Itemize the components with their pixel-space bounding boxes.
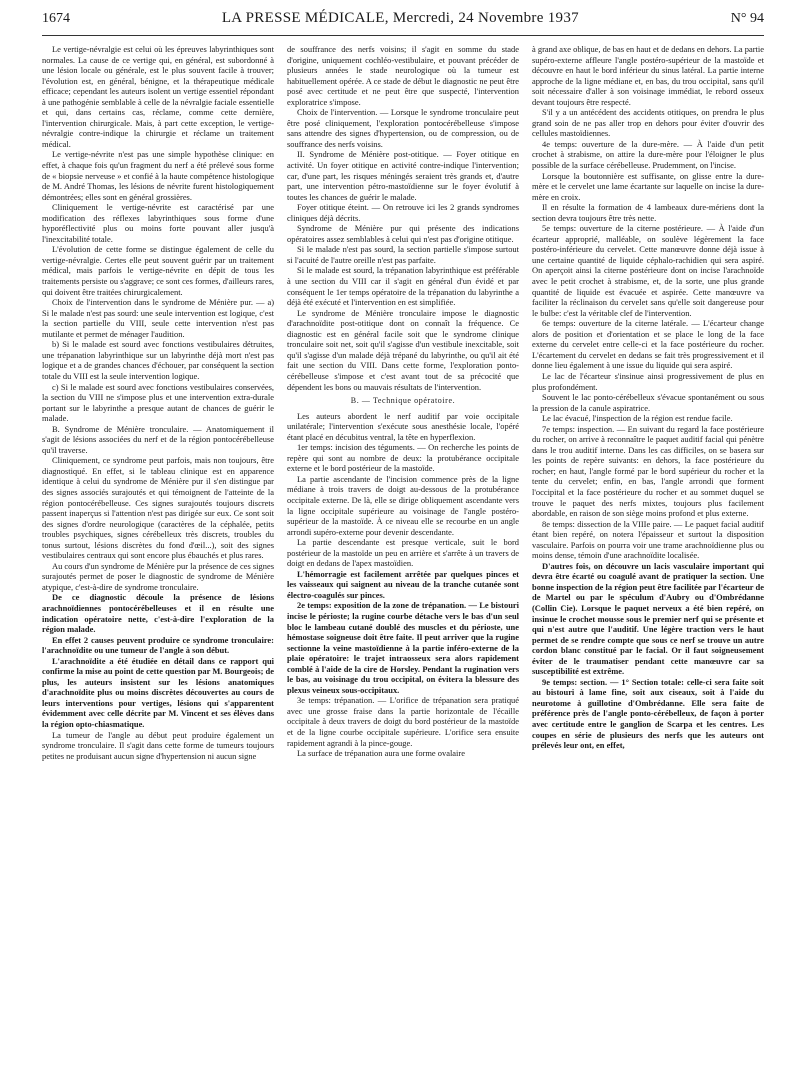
- paragraph: Le lac évacué, l'inspection de la région est rendue facile.: [542, 413, 733, 424]
- article-body: [42, 44, 764, 1074]
- paragraph: En effet 2 causes peuvent produire ce syndrome tronculaire: l'arachnoïdite ou une tumeur de l'angle à son début.: [42, 634, 274, 656]
- paragraph: La tumeur de l'angle au début peut produire également un syndrome tronculaire. Il s'agit dans cette forme de tumeurs toujours petites ne produisant aucun signe d'hypertension ni aucun signe: [42, 729, 274, 761]
- paragraph: Cliniquement le vertige-névrite est caractérisé par une modification des réflexes labyrinthiques sous forme d'une hyporéflectivité plus ou moins forte pouvant aller jusqu'à l'inexcitabilité totale.: [42, 202, 274, 244]
- paragraph: Si le malade est sourd, la trépanation labyrinthique est préférable à une section du VIII car il s'agit en général d'un évidé et par conséquent le 1er temps opératoire de la trépanation du labyrinthe a déjà été exécuté et l'intervention en est simplifiée.: [287, 265, 519, 308]
- issue-number: N° 94: [730, 11, 764, 26]
- paragraph: 9e temps: section. — 1° Section totale: celle-ci sera faite soit au bistouri à lame fine, soit aux ciseaux, soit à l'aide du neurotome à guillotine d'Ombrédanne. Elle sera faite de préférence près de l'angle ponto-cérébelleux, de façon à porter avec certitude entre le ganglion de Scarpa et les centres. Les coupes en série de plusieurs des nerfs que les auteurs ont prélevés leur ont, en effet,: [532, 676, 764, 751]
- paragraph: La partie ascendante de l'incision commence près de la ligne médiane à trois travers de doigt au-dessous de la protubérance occipitale externe. De là, elle se dirige obliquement ascendante vers la ligne occipitale supérieure au voisinage de l'angle postéro-supérieur de la mastoïde. À ce niveau elle se recourbe en un angle arrondi supéro-externe pour devenir descendante.: [287, 473, 519, 537]
- paragraph: De ce diagnostic découle la présence de lésions arachnoïdiennes pontocérébelleuses et il en résulte une indication opératoire nette, c'est-à-dire l'exploration de la région malade.: [42, 592, 274, 635]
- column-middle: [287, 44, 519, 1074]
- paragraph: 6e temps: ouverture de la citerne latérale. — L'écarteur change alors de position et d'orientation et se place le long de la face externe du cervelet entre celle-ci et la face postérieure du rocher. L'écartement du cervelet en dedans se fait très progressivement et il donne lieu également à une issue du liquide qui sera aspiré.: [532, 318, 764, 371]
- paragraph: Foyer otitique éteint. — On retrouve ici les 2 grands syndromes cliniques déjà décrits.: [287, 202, 519, 223]
- column-right: [532, 44, 764, 1074]
- paragraph: B. Syndrome de Ménière tronculaire. — Anatomiquement il s'agit de lésions associées du nerf et de la région pontocérébelleuse qu'il traverse.: [42, 423, 274, 455]
- paragraph: La surface de trépanation aura une forme ovalaire: [297, 748, 465, 759]
- paragraph: Il en résulte la formation de 4 lambeaux dure-mériens dont la section devra toujours être très nette.: [532, 202, 764, 223]
- section-heading: B. — Technique opératoire.: [350, 396, 456, 406]
- paragraph: S'il y a un antécédent des accidents otitiques, on prendra le plus grand soin de ne pas aller trop en dehors pour éviter d'ouvrir des cellules mastoïdiennes.: [532, 107, 764, 139]
- paragraph: 4e temps: ouverture de la dure-mère. — À l'aide d'un petit crochet à strabisme, on attire la dure-mère pour l'éloigner le plus possible de la surface cérébelleuse. Prudemment, on l'incise.: [532, 138, 764, 171]
- paragraph: Le vertige-névrite n'est pas une simple hypothèse clinique: en effet, à chaque fois qu'un fragment du nerf a été prélevé sous forme de « biopsie nerveuse » et confié à la haute compétence histologique de M. André Thomas, les lésions de névrite furent histologiquement démontrées; elles sont en général grossières.: [42, 149, 274, 202]
- page-header: [42, 10, 764, 36]
- paragraph: 3e temps: trépanation. — L'orifice de trépanation sera pratiqué avec une grosse fraise dans la partie horizontale de l'écaille occipitale à deux travers de doigt du bord postérieur de la mastoïde et de la ligne courbe occipitale supérieure. L'orifice sera ensuite rapidement agrandi à la pince-gouge.: [287, 695, 519, 748]
- paragraph: Syndrome de Ménière pur qui présente des indications opératoires assez semblables à celui qui n'est pas d'origine otitique.: [287, 223, 519, 244]
- paragraph: 5e temps: ouverture de la citerne postérieure. — À l'aide d'un écarteur approprié, malléable, on soulève légèrement la face postéro-inférieure du cervelet. Cette manœuvre donne déjà issue à une certaine quantité de liquide céphalo-rachidien qui sera aspiré. On aperçoit ainsi la citerne postérieure dont on incise l'arachnoïde avec le petit crochet à strabisme, et, de la sorte, une plus grande quantité de liquide est évacuée et aspirée. Cette manœuvre va faciliter la réclinaison du cervelet sans qu'elle soit dangereuse pour le bulbe: c'est la véritable clef de l'intervention.: [532, 223, 764, 318]
- paragraph: Au cours d'un syndrome de Ménière pur la présence de ces signes surajoutés permet de poser le diagnostic de syndrome de Ménière atypique, c'est-à-dire de syndrome tronculaire.: [42, 560, 274, 592]
- paragraph: 1er temps: incision des téguments. — On recherche les points de repère qui sont au nombre de deux: la protubérance occipitale externe et le bord postérieur de la mastoïde.: [287, 442, 519, 474]
- journal-title: LA PRESSE MÉDICALE, Mercredi, 24 Novembre 1937: [221, 10, 579, 26]
- paragraph: Lorsque la boutonnière est suffisante, on glisse entre la dure-mère et le cervelet une lame écartante sur laquelle on incise la dure-mère en croix.: [532, 170, 764, 202]
- paragraph: Souvent le lac ponto-cérébelleux s'évacue spontanément ou sous la pression de la canule aspiratrice.: [532, 392, 764, 413]
- paragraph: Cliniquement, ce syndrome peut parfois, mais non toujours, être diagnostiqué. En effet, si le tableau clinique est en apparence identique à celui du syndrome de Ménière pur il s'en distingue par des signes associés surajoutés et qui témoignent de l'atteinte de la région pontocérébelleuse. Ces signes surajoutés toujours discrets passent inaperçus si l'attention n'est pas dirigée sur eux. Ce sont soit des signes d'ordre neurologique (caractères de la céphalée, petits troubles psychiques, signes cérébelleux très discrets, troubles du tonus surtout, lésions discrètes du fond d'œil...), soit des signes vestibulaires centraux qui sont encore plus ébauchés et plus rares.: [42, 455, 274, 561]
- paragraph: Le lac de l'écarteur s'insinue ainsi progressivement de plus en plus profondément.: [532, 370, 764, 392]
- paragraph: II. Syndrome de Ménière post-otitique. — Foyer otitique en activité. Un foyer otitique en activité contre-indique l'intervention; car, d'une part, les risques méningés seraient très grands et, d'autre part, une intervention pétro-mastoïdienne sur le foyer évolutif à toutes les chances de guérir le malade.: [287, 149, 519, 202]
- paragraph: Choix de l'intervention. — Lorsque le syndrome tronculaire peut être posé cliniquement, l'exploration pontocérébelleuse s'impose sans attendre des signes d'hypertension, ou de compression, ou de souffrance des nerfs voisins.: [287, 107, 519, 149]
- paragraph: Le vertige-névralgie est celui où les épreuves labyrinthiques sont normales. La cause de ce vertige qui, en général, est subordonné à une lésion locale ou générale, est le plus souvent facile à trouver; l'évolution est, en général, bénigne, et la thérapeutique médicale efficace; cependant les auteurs isolent un vertige essentiel répondant à une pathogénie semblable à celle de la névralgie faciale essentielle et qui, dans certains cas, réclame, comme cette dernière, l'intervention chirurgicale. Mais, à part cette exception, le vertige-névralgie contre-indique la chirurgie et réclame un traitement médical.: [42, 44, 274, 149]
- column-left: [42, 44, 274, 1074]
- paragraph: à grand axe oblique, de bas en haut et de dedans en dehors. La partie supéro-externe affleure l'angle postéro-supérieur de la mastoïde et découvre en haut le bord inférieur du sinus latéral. La partie interne approche de la ligne médiane et, en bas, du trou occipital, sans qu'il soit nécessaire d'aller à son voisinage immédiat, le rebord osseux devant toujours être respecté.: [532, 44, 764, 107]
- paragraph: L'arachnoïdite a été étudiée en détail dans ce rapport qui confirme la mise au point de cette question par M. Bourgeois; de plus, les auteurs insistent sur les lésions anatomiques d'arachnoïdite plus ou moins discrètes découvertes au cours de leurs interventions pour vertiges, lésions qui s'apparentent évidemment avec celle décrite par M. Vincent et ses élèves dans la région opto-chiasmatique.: [42, 655, 274, 729]
- paragraph: Choix de l'intervention dans le syndrome de Ménière pur. — a) Si le malade n'est pas sourd: une seule intervention est logique, c'est la section partielle du VIII, seule cette intervention n'est pas mutilante et permet de ménager l'audition.: [42, 297, 274, 339]
- paragraph: Si le malade n'est pas sourd, la section partielle s'impose surtout si l'acuité de l'autre oreille n'est pas parfaite.: [287, 244, 519, 265]
- paragraph: Les auteurs abordent le nerf auditif par voie occipitale unilatérale; l'intervention s'exécute sous anesthésie locale, l'opéré étant placé en décubitus ventral, la tête en hyperflexion.: [287, 410, 519, 442]
- paragraph: L'évolution de cette forme se distingue également de celle du vertige-névralgie. Certes elle peut souvent guérir par un traitement médical, mais parfois le vertige-névrite en dépit de tous les traitements persiste ou s'aggrave; ce sont ces formes, d'ailleurs rares, qui doivent être traitées chirurgicalement.: [42, 244, 274, 297]
- paragraph: L'hémorragie est facilement arrêtée par quelques pinces et les vaisseaux qui saignent au niveau de la tranche cutanée sont électro-coagulés sur pinces.: [287, 568, 519, 600]
- paragraph: b) Si le malade est sourd avec fonctions vestibulaires détruites, une trépanation labyrinthique sur un labyrinthe déjà mort n'est pas logique et a de grandes chances d'échouer, par conséquent la section totale du VIII est la seule intervention logique.: [42, 339, 274, 381]
- paragraph: 8e temps: dissection de la VIIIe paire. — Le paquet facial auditif étant bien repéré, on notera l'épaisseur et surtout la disposition vasculaire. Parfois on pourra voir une trame arachnoïdienne plus ou moins dense, témoin d'une arachnoïdite localisée.: [532, 518, 764, 561]
- paragraph: D'autres fois, on découvre un lacis vasculaire important qui devra être écarté ou coagulé avant de pratiquer la section. Une bonne inspection de la région peut être facilitée par l'écarteur de de Martel ou par le spéculum d'Aubry ou d'Ombrédanne (Collin Cie). Lorsque le paquet nerveux a été bien repéré, on insinue le crochet mousse sous le premier nerf qui se présente et qui n'est autre que l'auditif. Une légère traction vers le haut permet de se rendre compte que sous ce nerf se trouve un autre cordon blanc constitué par le facial. Or il faut soigneusement éviter de le traumatiser pendant cette manœuvre car sa susceptibilité est extrême.: [532, 560, 764, 677]
- paragraph: Le syndrome de Ménière tronculaire impose le diagnostic d'arachnoïdite post-otitique dont on connaît la fréquence. Ce diagnostic est en général facile soit que le syndrome clinique tronculaire soit net, soit qu'il s'agisse d'un vestibule inexcitable, soit qu'il s'agisse d'un malade déjà trépané du labyrinthe, ou qu'il ait été fait une section du VIII. Dans cette forme, l'exploration ponto-cérébelleuse s'impose et c'est avant tout de sa précocité que dépendent les bons ou mauvais résultats de l'intervention.: [287, 307, 519, 392]
- paragraph: La partie descendante est presque verticale, suit le bord postérieur de la mastoïde un peu en arrière et s'arrête à un travers de doigt en dedans de l'apex mastoïdien.: [287, 537, 519, 569]
- paragraph: c) Si le malade est sourd avec fonctions vestibulaires conservées, la section du VIII ne s'impose plus et une intervention extra-durale portant sur le labyrinthe a presque autant de chances de guérir le malade.: [42, 381, 274, 424]
- page-number: 1674: [42, 11, 70, 26]
- paragraph: 7e temps: inspection. — En suivant du regard la face postérieure du rocher, on arrive à reconnaître le paquet auditif facial qui pénètre dans le trou auditif interne. Dans les cas difficiles, on se basera sur les points de repère suivants: en dehors, la face postérieure du rocher; en haut, l'angle formé par le bord supérieur du rocher et la tente du cervelet; enfin, en bas, l'angle arrondi que forment l'occipital et la face postérieure du rocher et au sommet duquel se trouve le paquet des nerfs mixtes, toujours plus facilement abordable, en raison de son siège moins profond et plus externe.: [532, 423, 764, 519]
- paragraph: 2e temps: exposition de la zone de trépanation. — Le bistouri incise le périoste; la rugine courbe détache vers le bas d'un seul bloc le lambeau cutané doublé des muscles et du périoste, une hémostase soigneuse doit être faite. Il peut arriver que la rugine sectionne la veine mastoïdienne à la partie inféro-externe de la plaie opératoire: le trajet intraosseux sera alors rapidement comblé à l'aide de la cire de Horsley. Pendant la rugination vers le bas, au voisinage du trou occipital, on évitera la blessure des plexus veineux sous-occipitaux.: [287, 600, 519, 695]
- paragraph: de souffrance des nerfs voisins; il s'agit en somme du stade d'origine, uniquement cochléo-vestibulaire, et pouvant précéder de plusieurs années le stade neurologique où la tumeur est habituellement opérée. A ce stade de début le diagnostic ne peut être posé avec certitude et ne peut être que suspecté, l'intervention exploratrice s'impose.: [287, 44, 519, 107]
